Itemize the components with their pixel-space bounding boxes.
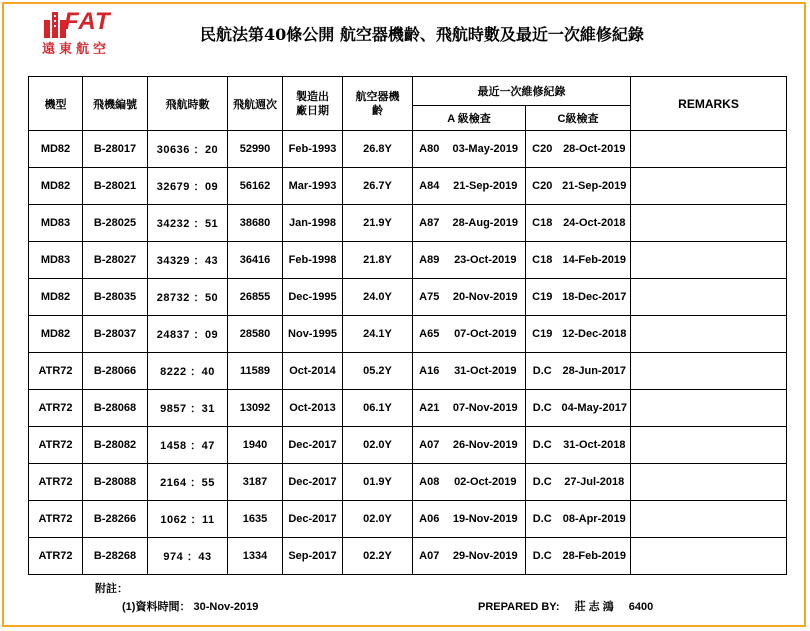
cell-a-check-date: 26-Nov-2019	[446, 427, 526, 464]
cell-type: ATR72	[29, 501, 83, 538]
cell-manufacture-date: Mar-1993	[283, 168, 343, 205]
cell-aircraft-age: 06.1Y	[343, 390, 413, 427]
cell-flight-cycles: 56162	[228, 168, 283, 205]
cell-c-check-code: D.C	[526, 538, 559, 575]
cell-a-check-date: 28-Aug-2019	[446, 205, 526, 242]
cell-remarks	[631, 131, 787, 168]
logo-text: FAT	[64, 8, 111, 35]
cell-type: MD82	[29, 131, 83, 168]
cell-c-check-date: 28-Jun-2017	[559, 353, 631, 390]
cell-type: ATR72	[29, 538, 83, 575]
cell-aircraft-age: 26.8Y	[343, 131, 413, 168]
table-row	[29, 242, 787, 279]
cell-a-check-code: A07	[413, 427, 446, 464]
cell-flight-cycles: 1940	[228, 427, 283, 464]
header-flight-cycles: 飛航週次	[228, 77, 283, 131]
cell-c-check-date: 12-Dec-2018	[559, 316, 631, 353]
cell-manufacture-date: Feb-1998	[283, 242, 343, 279]
cell-manufacture-date: Dec-1995	[283, 279, 343, 316]
cell-c-check-code: D.C	[526, 427, 559, 464]
cell-flight-hours: 34329 ：43	[148, 242, 228, 279]
logo-subtext: 遠東航空	[42, 42, 111, 57]
cell-a-check-code: A08	[413, 464, 446, 501]
cell-flight-hours: 28732 ：50	[148, 279, 228, 316]
cell-a-check-code: A80	[413, 131, 446, 168]
cell-flight-hours: 30636 ：20	[148, 131, 228, 168]
cell-aircraft-age: 24.0Y	[343, 279, 413, 316]
cell-c-check-code: C20	[526, 168, 559, 205]
cell-manufacture-date: Nov-1995	[283, 316, 343, 353]
cell-type: ATR72	[29, 390, 83, 427]
table-row	[29, 279, 787, 316]
cell-a-check-code: A21	[413, 390, 446, 427]
cell-c-check-date: 28-Oct-2019	[559, 131, 631, 168]
cell-manufacture-date: Jan-1998	[283, 205, 343, 242]
cell-remarks	[631, 353, 787, 390]
cell-aircraft-age: 24.1Y	[343, 316, 413, 353]
cell-manufacture-date: Dec-2017	[283, 501, 343, 538]
document-title: 民航法第40條公開 航空器機齡、飛航時數及最近一次維修紀錄	[200, 25, 644, 44]
cell-a-check-code: A65	[413, 316, 446, 353]
aircraft-records-table	[28, 76, 787, 575]
cell-flight-hours: 24837 ：09	[148, 316, 228, 353]
table-row	[29, 353, 787, 390]
cell-manufacture-date: Dec-2017	[283, 427, 343, 464]
cell-flight-hours: 1458 ：47	[148, 427, 228, 464]
cell-flight-cycles: 26855	[228, 279, 283, 316]
cell-registration: B-28025	[83, 205, 148, 242]
cell-remarks	[631, 464, 787, 501]
cell-a-check-code: A84	[413, 168, 446, 205]
cell-c-check-date: 28-Feb-2019	[559, 538, 631, 575]
cell-type: MD82	[29, 316, 83, 353]
cell-a-check-date: 03-May-2019	[446, 131, 526, 168]
cell-registration: B-28082	[83, 427, 148, 464]
table-row	[29, 538, 787, 575]
cell-c-check-code: D.C	[526, 390, 559, 427]
table-row	[29, 501, 787, 538]
header-remarks: REMARKS	[631, 77, 787, 131]
cell-registration: B-28088	[83, 464, 148, 501]
cell-a-check-date: 31-Oct-2019	[446, 353, 526, 390]
cell-flight-cycles: 11589	[228, 353, 283, 390]
table-row	[29, 316, 787, 353]
cell-a-check-code: A87	[413, 205, 446, 242]
cell-flight-cycles: 3187	[228, 464, 283, 501]
cell-flight-cycles: 38680	[228, 205, 283, 242]
header-aircraft-age: 航空器機 齡	[343, 77, 413, 131]
cell-aircraft-age: 21.9Y	[343, 205, 413, 242]
cell-a-check-date: 02-Oct-2019	[446, 464, 526, 501]
cell-c-check-date: 21-Sep-2019	[559, 168, 631, 205]
cell-a-check-code: A07	[413, 538, 446, 575]
cell-type: ATR72	[29, 427, 83, 464]
cell-a-check-date: 29-Nov-2019	[446, 538, 526, 575]
cell-aircraft-age: 02.0Y	[343, 427, 413, 464]
cell-flight-hours: 9857 ：31	[148, 390, 228, 427]
cell-registration: B-28035	[83, 279, 148, 316]
cell-type: ATR72	[29, 353, 83, 390]
header-type: 機型	[29, 77, 83, 131]
cell-c-check-date: 08-Apr-2019	[559, 501, 631, 538]
cell-flight-hours: 8222 ：40	[148, 353, 228, 390]
cell-aircraft-age: 02.0Y	[343, 501, 413, 538]
cell-a-check-date: 21-Sep-2019	[446, 168, 526, 205]
cell-c-check-date: 24-Oct-2018	[559, 205, 631, 242]
cell-remarks	[631, 501, 787, 538]
cell-flight-hours: 34232 ：51	[148, 205, 228, 242]
cell-c-check-date: 18-Dec-2017	[559, 279, 631, 316]
cell-flight-cycles: 36416	[228, 242, 283, 279]
cell-manufacture-date: Dec-2017	[283, 464, 343, 501]
cell-registration: B-28066	[83, 353, 148, 390]
cell-a-check-date: 23-Oct-2019	[446, 242, 526, 279]
cell-registration: B-28021	[83, 168, 148, 205]
cell-manufacture-date: Oct-2013	[283, 390, 343, 427]
cell-flight-cycles: 28580	[228, 316, 283, 353]
preparer-extension: 6400	[628, 601, 654, 613]
header-registration: 飛機編號	[83, 77, 148, 131]
cell-a-check-code: A89	[413, 242, 446, 279]
cell-remarks	[631, 427, 787, 464]
cell-registration: B-28017	[83, 131, 148, 168]
data-time-note: (1)資料時間： 30-Nov-2019	[122, 601, 259, 613]
cell-remarks	[631, 390, 787, 427]
prepared-by-label: PREPARED BY:	[478, 601, 560, 613]
cell-c-check-date: 04-May-2017	[559, 390, 631, 427]
cell-c-check-date: 31-Oct-2018	[559, 427, 631, 464]
cell-c-check-code: C19	[526, 279, 559, 316]
header-a-check: A 級檢查	[413, 106, 526, 131]
cell-flight-hours: 32679 ：09	[148, 168, 228, 205]
cell-manufacture-date: Feb-1993	[283, 131, 343, 168]
cell-c-check-code: D.C	[526, 353, 559, 390]
cell-c-check-code: C18	[526, 242, 559, 279]
cell-a-check-code: A16	[413, 353, 446, 390]
cell-a-check-date: 07-Nov-2019	[446, 390, 526, 427]
cell-manufacture-date: Oct-2014	[283, 353, 343, 390]
cell-a-check-code: A75	[413, 279, 446, 316]
table-row	[29, 168, 787, 205]
cell-registration: B-28027	[83, 242, 148, 279]
cell-flight-hours: 974 ：43	[148, 538, 228, 575]
table-row	[29, 427, 787, 464]
cell-a-check-date: 07-Oct-2019	[446, 316, 526, 353]
cell-type: MD83	[29, 205, 83, 242]
prepared-by	[478, 598, 665, 614]
cell-aircraft-age: 01.9Y	[343, 464, 413, 501]
cell-aircraft-age: 05.2Y	[343, 353, 413, 390]
cell-c-check-date: 14-Feb-2019	[559, 242, 631, 279]
cell-type: ATR72	[29, 464, 83, 501]
cell-c-check-code: C18	[526, 205, 559, 242]
table-row	[29, 390, 787, 427]
cell-flight-cycles: 13092	[228, 390, 283, 427]
cell-a-check-date: 20-Nov-2019	[446, 279, 526, 316]
cell-a-check-code: A06	[413, 501, 446, 538]
cell-c-check-code: C19	[526, 316, 559, 353]
cell-flight-hours: 2164 ：55	[148, 464, 228, 501]
cell-flight-cycles: 1635	[228, 501, 283, 538]
cell-remarks	[631, 538, 787, 575]
cell-flight-cycles: 1334	[228, 538, 283, 575]
cell-type: MD82	[29, 279, 83, 316]
table-row	[29, 205, 787, 242]
cell-registration: B-28068	[83, 390, 148, 427]
preparer-name: 莊 志 鴻	[574, 601, 614, 613]
cell-aircraft-age: 26.7Y	[343, 168, 413, 205]
cell-aircraft-age: 02.2Y	[343, 538, 413, 575]
cell-remarks	[631, 168, 787, 205]
header-flight-hours: 飛航時數	[148, 77, 228, 131]
notes-label: 附註：	[95, 583, 128, 595]
header-manufacture-date: 製造出廠日期	[283, 77, 343, 131]
cell-remarks	[631, 205, 787, 242]
cell-registration: B-28268	[83, 538, 148, 575]
cell-manufacture-date: Sep-2017	[283, 538, 343, 575]
cell-c-check-code: C20	[526, 131, 559, 168]
cell-registration: B-28037	[83, 316, 148, 353]
cell-remarks	[631, 242, 787, 279]
cell-a-check-date: 19-Nov-2019	[446, 501, 526, 538]
table-row	[29, 131, 787, 168]
cell-c-check-code: D.C	[526, 501, 559, 538]
cell-aircraft-age: 21.8Y	[343, 242, 413, 279]
cell-c-check-code: D.C	[526, 464, 559, 501]
cell-flight-hours: 1062 ：11	[148, 501, 228, 538]
cell-remarks	[631, 279, 787, 316]
cell-type: MD82	[29, 168, 83, 205]
cell-registration: B-28266	[83, 501, 148, 538]
cell-flight-cycles: 52990	[228, 131, 283, 168]
cell-c-check-date: 27-Jul-2018	[559, 464, 631, 501]
company-logo	[40, 10, 150, 56]
table-row	[29, 464, 787, 501]
cell-type: MD83	[29, 242, 83, 279]
cell-remarks	[631, 316, 787, 353]
header-c-check: C級檢查	[526, 106, 631, 131]
header-maintenance-group: 最近一次維修紀錄	[413, 77, 631, 106]
